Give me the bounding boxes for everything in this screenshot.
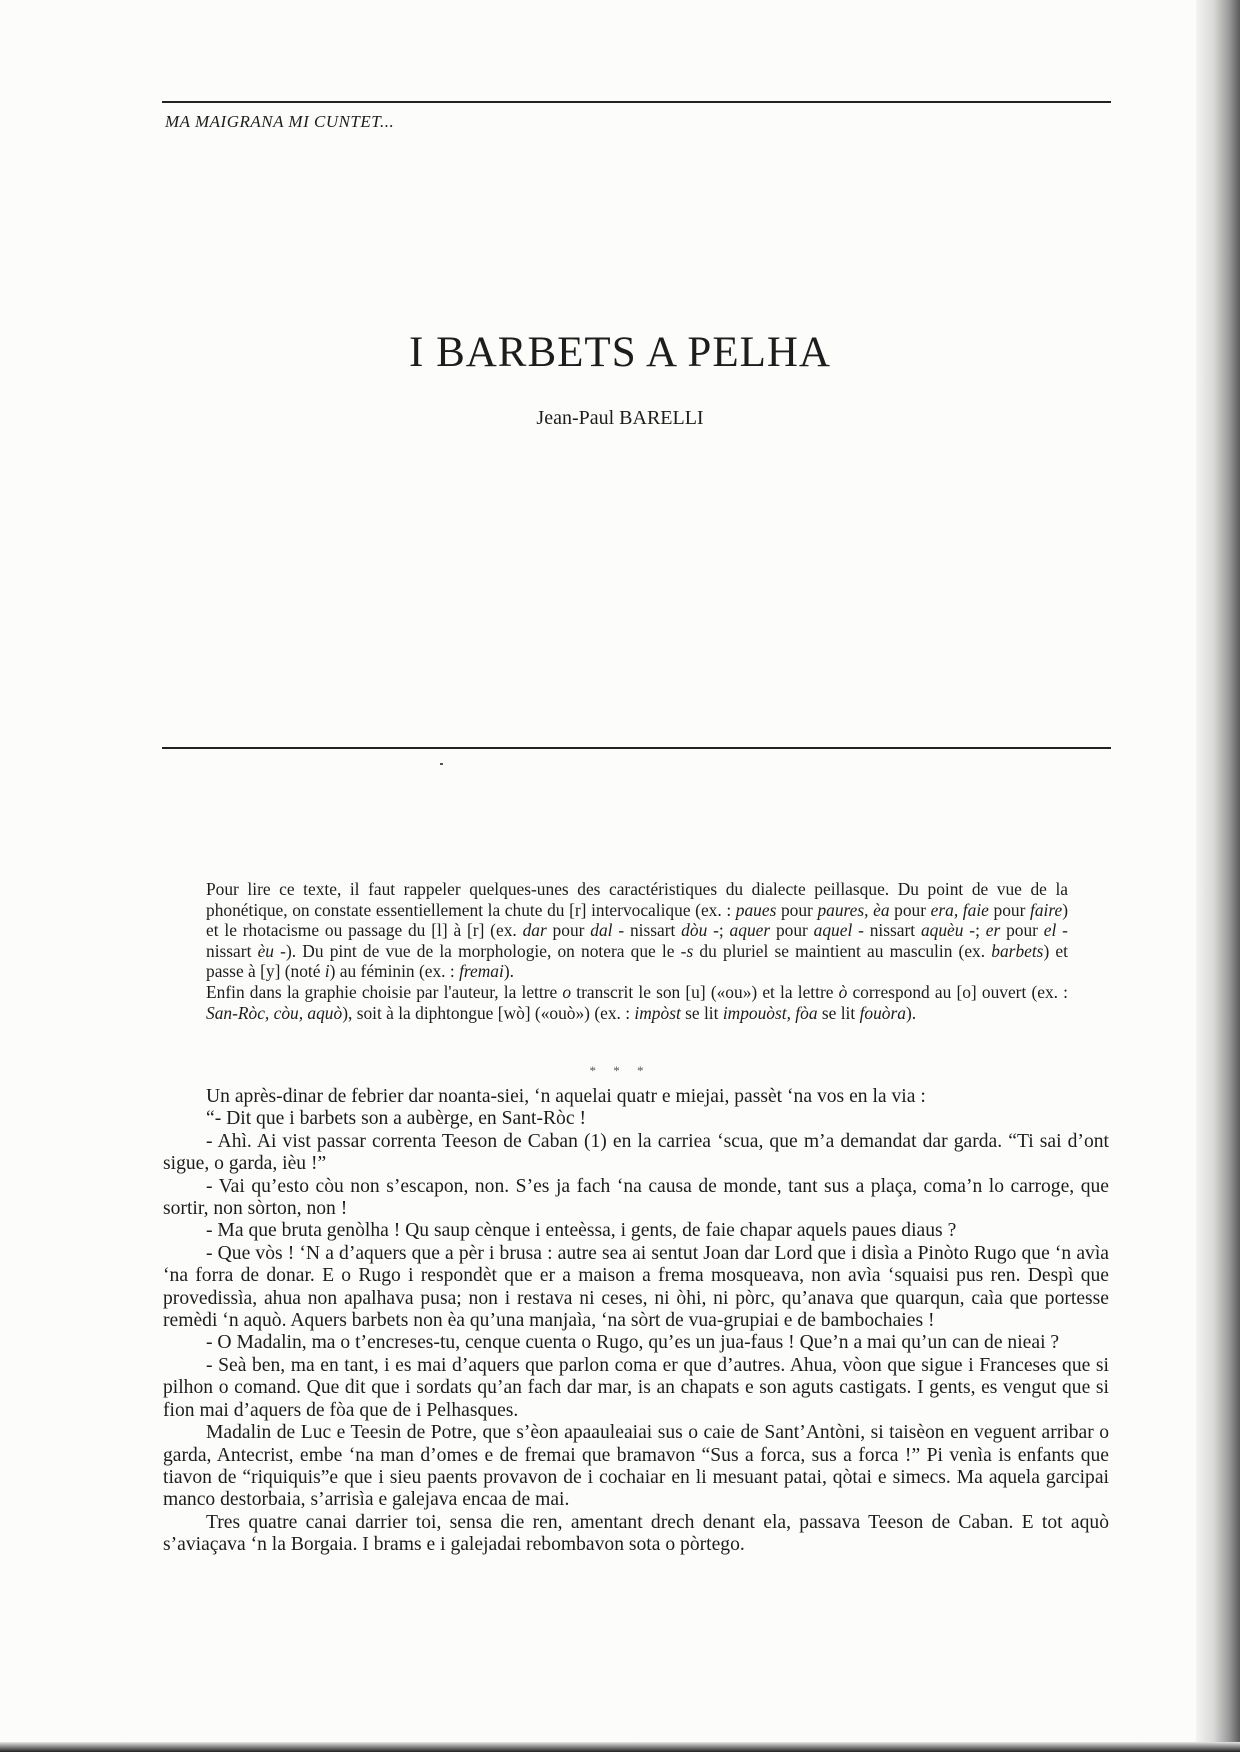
intro-text: du pluriel se maintient au masculin (ex. (693, 940, 992, 961)
section-rule (162, 747, 1111, 749)
article-author: Jean-Paul BARELLI (536, 407, 704, 429)
story-paragraph: “- Dit que i barbets son a aubèrge, en Sant-Ròc ! (206, 1108, 586, 1130)
story-body (163, 1086, 1109, 1557)
intro-text: pour (1000, 920, 1044, 941)
intro-italic: fremai (459, 961, 504, 982)
intro-text: pour (546, 920, 591, 941)
story-paragraph: - Vai qu’esto còu non s’escapon, non. S’es ja fach ‘na causa de monde, tant sus a plaça, coma’n lo carroge, que sortir, non sòrton, non ! (163, 1175, 1109, 1220)
intro-italic: impouòst, fòa (722, 1002, 818, 1023)
intro-italic: faire (1030, 899, 1063, 920)
intro-text: ) et passe à [y] (noté (206, 940, 1068, 982)
intro-paragraph-1 (206, 879, 1068, 982)
running-title: MA MAIGRANA MI CUNTET... (165, 112, 395, 131)
intro-italic: San-Ròc, còu, aquò (206, 1002, 343, 1023)
story-paragraph: - Ma que bruta genòlha ! Qu saup cènque i enteèssa, i gents, de faie chapar aquels paues diaus ? (206, 1220, 957, 1242)
intro-italic: aquèu (920, 920, 964, 941)
intro-text: ). (503, 961, 514, 982)
intro-text: -). Du pint de vue de la morphologie, on notera que le - (274, 940, 687, 961)
intro-text: pour (776, 899, 818, 920)
intro-note (206, 879, 1068, 1023)
intro-text: Pour lire ce texte, il faut rappeler quelques-unes des caractéristiques du dialecte peillasque. Du point de vue de la phonétique, on constate essentiellement la chute du [r] intervocalique (ex. : (206, 879, 1068, 920)
header-rule (162, 101, 1111, 103)
intro-text: -; (963, 920, 986, 941)
intro-text: correspond au [o] ouvert (ex. : (847, 981, 1068, 1002)
intro-italic: dar (522, 920, 547, 941)
story-paragraph: - Seà ben, ma en tant, i es mai d’aquers que parlon coma er que d’autres. Ahua, vòon que sigue i Franceses que si pilhon o comand. Que dit que i sordats qu’an fach dar mar, is an chapats e son aguts castigats. I gents, es vengut que si fion mai d’aquers de fòa que de i Pelhasques. (163, 1354, 1109, 1421)
intro-text: se lit (817, 1002, 860, 1023)
intro-text: ) au féminin (ex. : (329, 961, 460, 982)
intro-text: ) et le rhotacisme ou passage du [l] à [r] (ex. (206, 899, 1068, 941)
intro-italic: s (686, 940, 694, 961)
intro-italic: aquel (813, 920, 853, 941)
intro-italic: el (1043, 920, 1057, 941)
intro-italic: er (985, 920, 1001, 941)
intro-text: -; (707, 920, 730, 941)
story-paragraph: - O Madalin, ma o t’encreses-tu, cenque cuenta o Rugo, qu’es un jua-faus ! Que’n a mai qu’un can de nieai ? (206, 1332, 1060, 1354)
story-paragraph: Un après-dinar de febrier dar noanta-siei, ‘n aquelai quatr e miejai, passèt ‘na vos en la via : (206, 1086, 926, 1107)
intro-text: pour (988, 899, 1030, 920)
intro-italic: era, faie (930, 899, 989, 920)
page-bottom-edge (0, 1742, 1240, 1752)
intro-italic: impòst (634, 1002, 681, 1023)
intro-text: se lit (680, 1002, 723, 1023)
intro-italic: aquer (729, 920, 771, 941)
intro-text: - nissart (612, 920, 682, 941)
intro-italic: paues (735, 899, 777, 920)
intro-text: - nissart (852, 920, 921, 941)
intro-italic: dal (590, 920, 613, 941)
article-title: I BARBETS A PELHA (409, 329, 831, 376)
intro-italic: i (324, 961, 330, 982)
story-paragraph: - Ahì. Ai vist passar correnta Teeson de Caban (1) en la carriea ‘scua, que m’a demandat dar garda. “Ti sai d’ont sigue, o garda, ièu !” (163, 1130, 1109, 1175)
intro-text: - nissart (206, 920, 1068, 961)
story-paragraph: Tres quatre canai darrier toi, sensa die ren, amentant drech denant ela, passava Teeson de Caban. E tot aquò s’aviaçava ‘n la Borgaia. I brams e i galejadai rebombavon sota o pòrtego. (163, 1511, 1109, 1556)
intro-text: ). (905, 1002, 917, 1023)
intro-italic: o (562, 981, 572, 1002)
intro-italic: barbets (991, 940, 1044, 961)
intro-text: transcrit le son [u] («ou») et la lettre (571, 981, 839, 1002)
story-paragraph: - Que vòs ! ‘N a d’aquers que a pèr i brusa : autre sea ai sentut Joan dar Lord que i disìa a Pinòto Rugo que ‘n avìa ‘na forra de donar. E o Rugo i respondèt que er a maison a frema mosqueava, non avìa ‘squaisi pus ren. Despì que provedissìa, ahua non apalhava pusa; non i restava ni ceses, ni òhi, ni pòrc, qu’anava que quarqun, caìa que portesse remèdi ‘n aquò. Aquers barbets non èa qu’una manjaìa, ‘na sòrt de vua-grupiai e de bambochaies ! (163, 1242, 1109, 1332)
intro-italic: ò (838, 981, 848, 1002)
intro-paragraph-2 (206, 982, 1068, 1023)
intro-italic: paures, èa (817, 899, 890, 920)
story-paragraph: Madalin de Luc e Teesin de Potre, que s’èon apaauleaiai sus o caie de Sant’Antòni, si taisèon en veguent arribar o garda, Antecrist, embe ‘na man d’omes e de fremai que bramavon “Sus a forca, sus a forca !” Pi venìa is enfants que tiavon de “riquiquis”e que i sieu paents provavon de i cochaiar en li mesuant patai, qòtai e simecs. Ma aquela garcipai manco destorbaia, s’arrisìa e galejava encaa de mai. (163, 1422, 1109, 1511)
intro-text: pour (770, 920, 814, 941)
intro-text: pour (889, 899, 931, 920)
scan-speck (440, 763, 443, 765)
intro-text: ), soit à la diphtongue [wò] («ouò») (ex. : (342, 1002, 635, 1023)
intro-italic: fouòra (859, 1002, 906, 1023)
section-separator: * * * (589, 1063, 651, 1078)
intro-text: Enfin dans la graphie choisie par l'auteur, la lettre (206, 981, 563, 1002)
page-edge-shadow (1196, 0, 1240, 1752)
intro-italic: èu (257, 940, 274, 961)
intro-italic: dòu (681, 920, 708, 941)
